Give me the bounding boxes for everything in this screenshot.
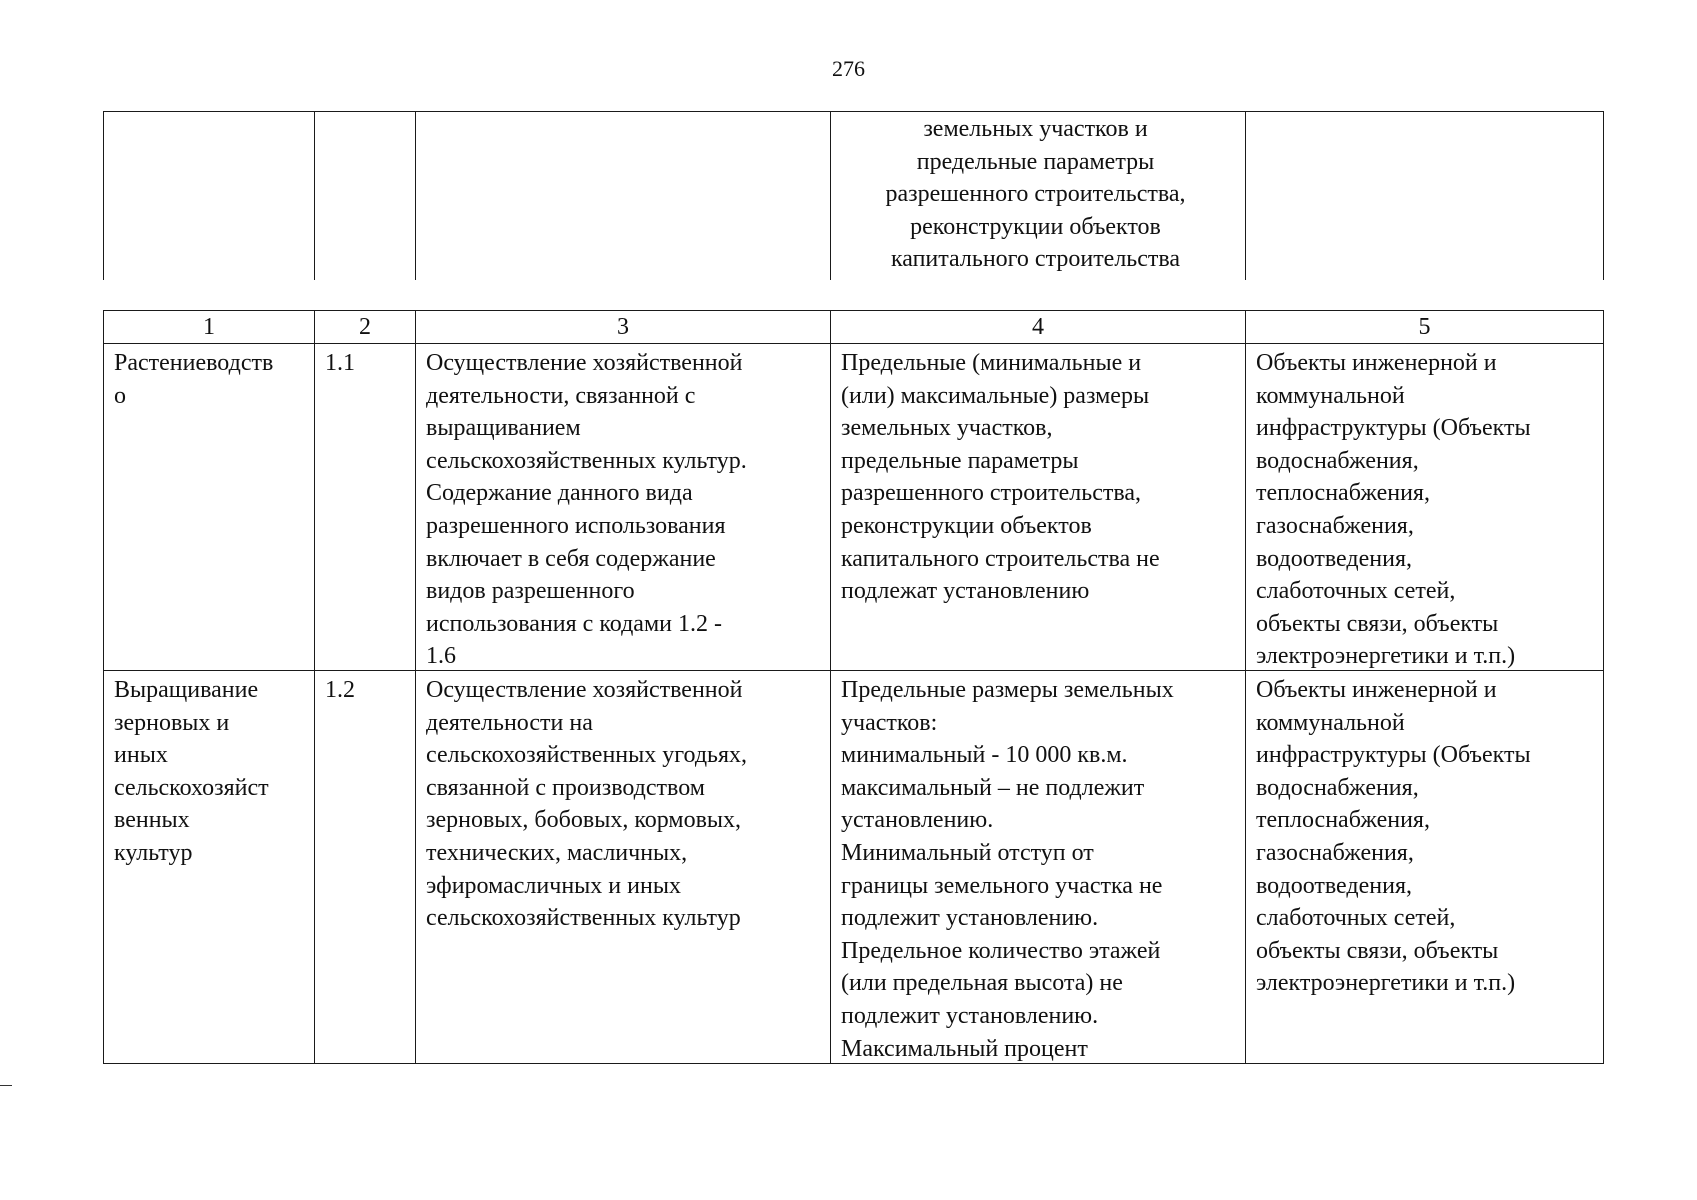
cell-land-use-name: Выращивание зерновых и иных сельскохозяйст венных культур [114, 677, 269, 866]
column-divider [1603, 310, 1604, 1064]
column-divider [415, 111, 416, 280]
cell-auxiliary-objects: Объекты инженерной и коммунальной инфраструктуры (Объекты водоснабжения, теплоснабжения, газоснабжения, водоотведения, слаботочных сетей, объекты связи, объекты электроэнергетики и т.п.) [1256, 350, 1531, 670]
cell-description: Осуществление хозяйственной деятельности на сельскохозяйственных угодьях, связанной с производством зерновых, бобовых, кормовых, технических, масличных, эфиромасличных и иных сельскохозяйственных культур [426, 677, 748, 932]
column-divider [830, 310, 831, 1064]
cell-auxiliary-objects: Объекты инженерной и коммунальной инфраструктуры (Объекты водоснабжения, теплоснабжения, газоснабжения, водоотведения, слаботочных сетей, объекты связи, объекты электроэнергетики и т.п.) [1256, 677, 1531, 997]
scan-edge-mark [0, 1085, 12, 1086]
column-divider [1245, 310, 1246, 1064]
column-divider [314, 111, 315, 280]
column-divider [1245, 111, 1246, 280]
column-divider [415, 310, 416, 1064]
column-divider [314, 310, 315, 1064]
cell-parameters: Предельные размеры земельных участков: минимальный - 10 000 кв.м. максимальный – не подлежит установлению. Минимальный отступ от границы земельного участка не подлежит установлению. Предельное количество этажей (или предельная высота) не подлежит установлению. Максимальный процент [841, 677, 1174, 1062]
cell-parameters: Предельные (минимальные и (или) максимальные) размеры земельных участков, предельные параметры разрешенного строительства, реконструкции объектов капитального строительства не подлежат установлению [841, 350, 1160, 605]
column-divider [103, 310, 104, 1064]
column-header-5: 5 [1418, 314, 1431, 340]
column-divider [1603, 111, 1604, 280]
column-header-2: 2 [359, 314, 371, 340]
column-header-3: 3 [617, 314, 629, 340]
continuation-cell-text: земельных участков и предельные параметры разрешенного строительства, реконструкции объектов капитального строительства [885, 116, 1186, 273]
column-divider [103, 111, 104, 280]
column-header-1: 1 [203, 314, 215, 340]
cell-code: 1.1 [325, 350, 355, 376]
cell-code: 1.2 [325, 677, 355, 703]
page-number: 276 [832, 56, 865, 81]
header-row-divider [103, 343, 1604, 344]
cell-description: Осуществление хозяйственной деятельности, связанной с выращиванием сельскохозяйственных культур. Содержание данного вида разрешенного использования включает в себя содержание видов разрешенного использования с кодами 1.2 - 1.6 [426, 350, 747, 670]
column-header-4: 4 [1032, 314, 1044, 340]
cell-land-use-name: Растениеводств о [114, 350, 274, 409]
